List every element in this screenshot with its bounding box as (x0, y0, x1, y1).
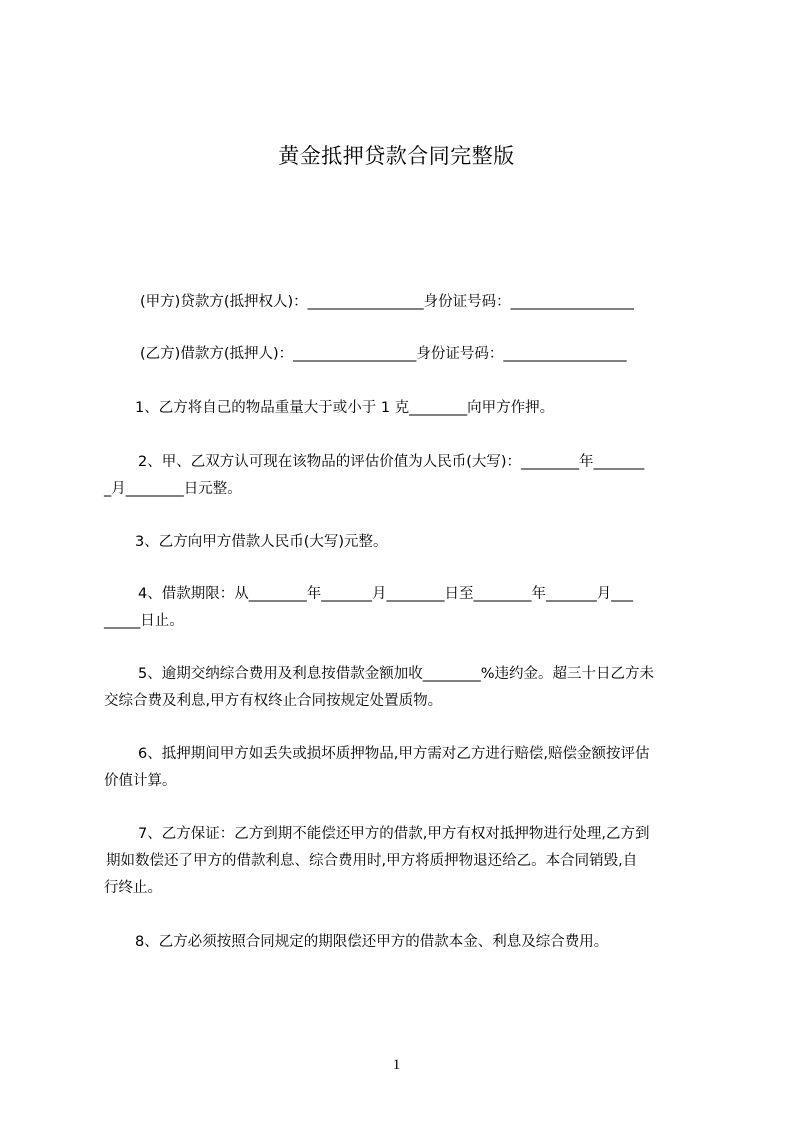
clause-7-line-1: 7、乙方保证：乙方到期不能偿还甲方的借款,甲方有权对抵押物进行处理,乙方到 (138, 826, 650, 842)
clause-4-line-1: 4、借款期限：从________年_______月________日至________年_______月___ (138, 586, 633, 602)
clause-3: 3、乙方向甲方借款人民币(大写)元整。 (135, 534, 388, 550)
clause-6-line-2: 价值计算。 (104, 773, 177, 789)
clause-5-line-1: 5、逾期交纳综合费用及利息按借款金额加收________%违约金。超三十日乙方未 (138, 666, 655, 682)
clause-8: 8、乙方必须按照合同规定的期限偿还甲方的借款本金、利息及综合费用。 (135, 934, 609, 950)
clause-7-line-3: 行终止。 (104, 880, 162, 896)
clause-2-line-2: _月________日元整。 (104, 481, 242, 497)
party-a-line: (甲方)贷款方(抵押权人)：________________身份证号码：_________________ (140, 294, 634, 310)
document-title: 黄金抵押贷款合同完整版 (278, 144, 515, 168)
party-b-line: (乙方)借款方(抵押人)：_________________身份证号码：_________________ (140, 346, 627, 362)
clause-1: 1、乙方将自己的物品重量大于或小于 1 克________向甲方作押。 (135, 400, 555, 416)
page-number: 1 (392, 1057, 401, 1073)
clause-6-line-1: 6、抵押期间甲方如丢失或损坏质押物品,甲方需对乙方进行赔偿,赔偿金额按评估 (138, 746, 650, 762)
clause-2-line-1: 2、甲、乙双方认可现在该物品的评估价值为人民币(大写)：________年_______ (138, 454, 645, 470)
clause-4-line-2: _____日止。 (104, 613, 184, 629)
clause-5-line-2: 交综合费及利息,甲方有权终止合同按规定处置质物。 (104, 693, 443, 709)
clause-7-line-2: 期如数偿还了甲方的借款利息、综合费用时,甲方将质押物退还给乙。本合同销毁,自 (106, 853, 638, 869)
